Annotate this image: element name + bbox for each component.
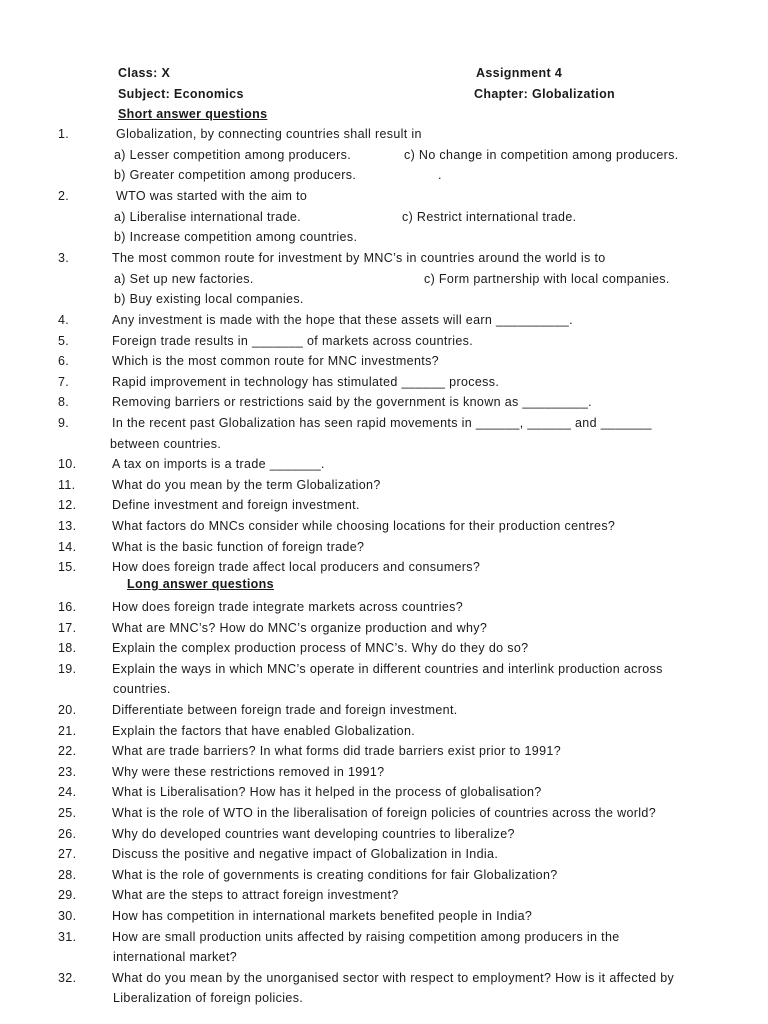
question-number: 25. xyxy=(58,806,77,820)
question-number: 9. xyxy=(58,416,70,430)
option-a: a) Set up new factories. xyxy=(114,272,254,286)
question-row xyxy=(0,700,768,720)
question-row xyxy=(0,454,768,474)
question-text: What are trade barriers? In what forms did trade barriers exist prior to 1991? xyxy=(112,744,562,759)
question-number: 2. xyxy=(58,189,70,203)
option-c: c) No change in competition among producers. xyxy=(404,148,679,162)
question-row xyxy=(0,516,768,536)
question-text: How does foreign trade affect local producers and consumers? xyxy=(112,560,481,575)
question-row xyxy=(0,906,768,926)
question-text: Any investment is made with the hope that these assets will earn __________. xyxy=(112,313,573,327)
option-c: c) Form partnership with local companies. xyxy=(424,272,670,286)
question-number: 20. xyxy=(58,703,77,717)
question-text: What factors do MNCs consider while choosing locations for their production centres? xyxy=(112,519,616,533)
assignment-label: Assignment 4 xyxy=(476,66,563,80)
option-row xyxy=(0,269,768,289)
question-row xyxy=(0,762,768,782)
question-continuation xyxy=(0,988,768,1008)
question-row xyxy=(0,537,768,557)
question-row xyxy=(0,557,768,577)
question-number: 23. xyxy=(58,764,77,779)
question-row xyxy=(0,618,768,638)
question-row xyxy=(0,927,768,947)
question-row xyxy=(0,248,768,268)
question-number: 5. xyxy=(58,333,70,348)
question-number: 12. xyxy=(58,498,77,513)
question-number: 17. xyxy=(58,620,77,635)
question-row xyxy=(0,803,768,823)
question-row xyxy=(0,597,768,617)
question-number: 18. xyxy=(58,641,77,656)
question-text-continued: between countries. xyxy=(110,436,222,451)
question-row xyxy=(0,741,768,761)
question-number: 31. xyxy=(58,929,77,944)
question-number: 3. xyxy=(58,251,70,265)
question-continuation xyxy=(0,434,768,454)
question-text: Rapid improvement in technology has stimulated ______ process. xyxy=(112,374,500,389)
question-row xyxy=(0,844,768,864)
question-text-continued: international market? xyxy=(113,950,238,965)
question-number: 10. xyxy=(58,457,77,472)
question-row xyxy=(0,659,768,679)
question-text: Differentiate between foreign trade and foreign investment. xyxy=(112,703,458,717)
question-row xyxy=(0,824,768,844)
question-number: 14. xyxy=(58,539,77,554)
question-text: Define investment and foreign investment. xyxy=(112,498,360,513)
question-number: 15. xyxy=(58,560,77,575)
question-number: 22. xyxy=(58,744,77,759)
option-row xyxy=(0,207,768,227)
question-number: 26. xyxy=(58,826,77,841)
question-number: 19. xyxy=(58,661,77,676)
option-b-tail: . xyxy=(438,168,442,182)
question-number: 28. xyxy=(58,867,77,882)
question-number: 4. xyxy=(58,313,70,327)
question-number: 16. xyxy=(58,600,77,614)
question-row xyxy=(0,186,768,206)
question-text: Globalization, by connecting countries shall result in xyxy=(116,127,422,141)
option-a: a) Lesser competition among producers. xyxy=(114,148,352,162)
question-number: 29. xyxy=(58,888,77,903)
question-text-continued: Liberalization of foreign policies. xyxy=(113,991,304,1006)
question-number: 7. xyxy=(58,374,70,389)
option-b: b) Increase competition among countries. xyxy=(114,230,358,244)
question-text: What is the basic function of foreign trade? xyxy=(112,539,365,554)
question-number: 11. xyxy=(58,477,76,492)
question-text: Discuss the positive and negative impact of Globalization in India. xyxy=(112,847,499,862)
question-number: 27. xyxy=(58,847,77,862)
option-row xyxy=(0,289,768,309)
option-a: a) Liberalise international trade. xyxy=(114,210,302,224)
question-text: What are MNC’s? How do MNC’s organize production and why? xyxy=(112,620,488,635)
subject-label: Subject: Economics xyxy=(118,87,244,101)
question-row xyxy=(0,885,768,905)
question-text: A tax on imports is a trade _______. xyxy=(112,457,325,472)
question-text: What is Liberalisation? How has it helped in the process of globalisation? xyxy=(112,785,542,800)
option-row xyxy=(0,227,768,247)
question-text: Explain the complex production process of MNC’s. Why do they do so? xyxy=(112,641,529,656)
question-text: Which is the most common route for MNC investments? xyxy=(112,354,439,369)
question-text: How are small production units affected by raising competition among producers in the xyxy=(112,929,620,944)
question-number: 30. xyxy=(58,909,77,923)
question-text: Explain the ways in which MNC’s operate in different countries and interlink production across xyxy=(112,661,663,676)
question-continuation xyxy=(0,679,768,699)
question-row xyxy=(0,351,768,371)
question-text: The most common route for investment by MNC’s in countries around the world is to xyxy=(112,251,606,265)
question-row xyxy=(0,413,768,433)
question-row xyxy=(0,782,768,802)
question-text: Removing barriers or restrictions said by the government is known as _________. xyxy=(112,395,592,410)
question-number: 32. xyxy=(58,970,77,985)
question-row xyxy=(0,495,768,515)
question-row xyxy=(0,124,768,144)
question-continuation xyxy=(0,947,768,967)
question-row xyxy=(0,331,768,351)
question-row xyxy=(0,968,768,988)
question-row xyxy=(0,638,768,658)
option-b: b) Greater competition among producers. xyxy=(114,168,357,182)
question-text: Why were these restrictions removed in 1991? xyxy=(112,764,385,779)
question-text-continued: countries. xyxy=(113,682,171,697)
question-text: WTO was started with the aim to xyxy=(116,189,308,203)
question-row xyxy=(0,310,768,330)
question-number: 1. xyxy=(58,127,70,141)
question-text: What do you mean by the term Globalization? xyxy=(112,477,381,492)
question-row xyxy=(0,475,768,495)
question-number: 24. xyxy=(58,785,77,800)
question-text: How does foreign trade integrate markets across countries? xyxy=(112,600,464,614)
question-number: 8. xyxy=(58,395,70,410)
option-b: b) Buy existing local companies. xyxy=(114,292,304,306)
question-text: What is the role of WTO in the liberalisation of foreign policies of countries across the world? xyxy=(112,806,657,820)
option-c: c) Restrict international trade. xyxy=(402,210,577,224)
short-answer-heading: Short answer questions xyxy=(118,107,268,121)
chapter-label: Chapter: Globalization xyxy=(474,87,616,101)
question-text: Explain the factors that have enabled Globalization. xyxy=(112,723,416,738)
option-row xyxy=(0,145,768,165)
question-row xyxy=(0,372,768,392)
question-text: What is the role of governments is creating conditions for fair Globalization? xyxy=(112,867,558,882)
question-text: In the recent past Globalization has seen rapid movements in ______, ______ and _______ xyxy=(112,416,652,430)
question-text: What are the steps to attract foreign investment? xyxy=(112,888,399,903)
question-row xyxy=(0,721,768,741)
question-text: What do you mean by the unorganised sector with respect to employment? How is it affected by xyxy=(112,970,675,985)
question-row xyxy=(0,392,768,412)
question-text: Foreign trade results in _______ of markets across countries. xyxy=(112,333,474,348)
question-text: Why do developed countries want developing countries to liberalize? xyxy=(112,826,515,841)
question-row xyxy=(0,865,768,885)
question-text: How has competition in international markets benefited people in India? xyxy=(112,909,533,923)
question-number: 21. xyxy=(58,723,77,738)
long-answer-heading: Long answer questions xyxy=(127,577,274,591)
question-number: 6. xyxy=(58,354,70,369)
option-row xyxy=(0,165,768,185)
question-number: 13. xyxy=(58,519,77,533)
class-label: Class: X xyxy=(118,66,171,80)
